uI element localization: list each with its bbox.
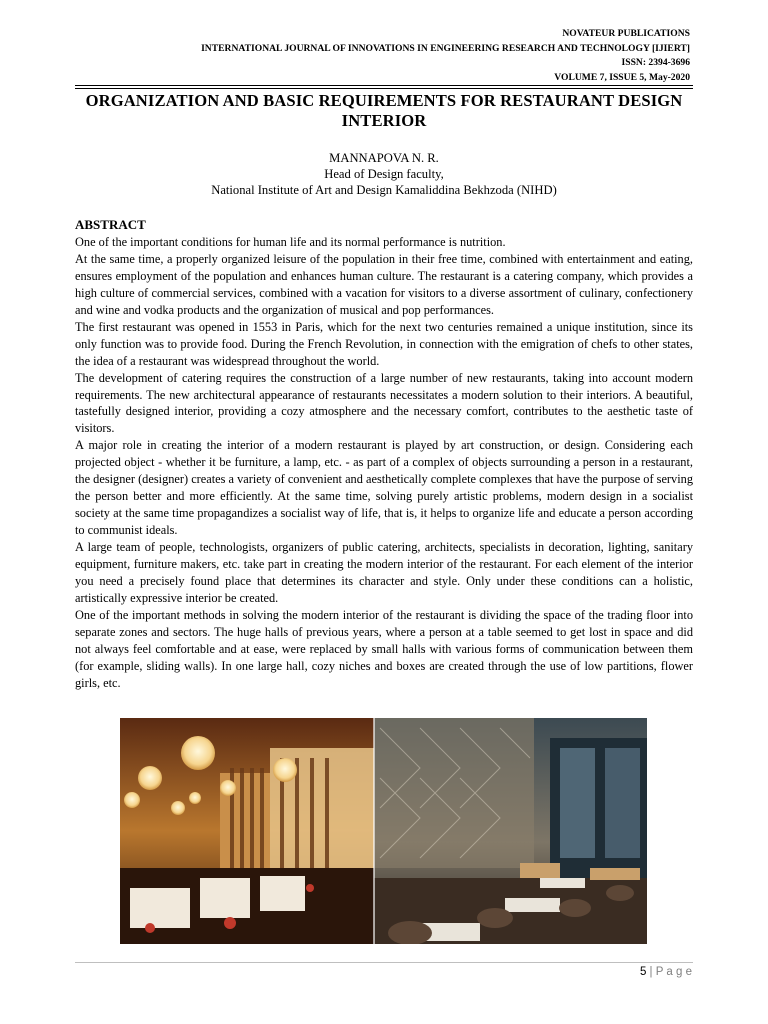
page-separator: |: [649, 966, 653, 978]
publisher-name: NOVATEUR PUBLICATIONS: [562, 28, 690, 39]
abstract-paragraph: A major role in creating the interior of a modern restaurant is played by art construction, or design. Considering each projected object - whether it be furniture, a lamp, etc. - as part of a complex of objects surrounding a person in a restaurant, the designer (designer) creates a variety of convenient and aesthetically complete complexes that have the purpose of serving the person better and more efficiently. At the same time, solving purely artistic problems, modern design in a socialist society at the same time propagandizes a socialist way of life, that is, it helps to organize life and educate a person according to communist ideals.: [75, 438, 693, 538]
journal-header: [50, 27, 690, 85]
restaurant-interior-photos: [120, 718, 647, 944]
issn: ISSN: 2394-3696: [621, 57, 690, 68]
abstract-paragraph: At the same time, a properly organized leisure of the population in their free time, combined with entertainment and eating, ensures employment of the population and enhances human culture. The restaurant is a catering company, which provides a high culture of commercial services, combined with a vacation for visitors to a diverse assortment of culinary, confectionery and wine and vodka products and the organization of musical and pop performances.: [75, 251, 693, 317]
left-photo: [120, 718, 374, 944]
page-label: P a g e: [655, 966, 692, 978]
abstract-heading: ABSTRACT: [75, 217, 146, 232]
abstract-paragraph: The development of catering requires the construction of a large number of new restaurants, taking into account modern requirements. The new architectural appearance of restaurants necessitates a modern solution to their interiors. A beautiful, tastefully designed interior, providing a cozy atmosphere and the necessary comfort, contributes to the aesthetic taste of visitors.: [75, 370, 693, 436]
page-footer: [620, 966, 692, 978]
header-rule-top: [75, 85, 693, 86]
abstract-paragraph: One of the important conditions for human life and its normal performance is nutrition.: [75, 234, 506, 249]
journal-name: INTERNATIONAL JOURNAL OF INNOVATIONS IN ENGINEERING RESEARCH AND TECHNOLOGY [IJIERT]: [201, 42, 690, 54]
footer-rule: [75, 962, 693, 963]
author-block: [75, 150, 693, 198]
page-number: 5: [639, 966, 647, 978]
header-rule-bottom: [75, 88, 693, 89]
volume-issue: VOLUME 7, ISSUE 5, May-2020: [554, 71, 690, 83]
abstract-paragraph: A large team of people, technologists, organizers of public catering, architects, specialists in decoration, lighting, sanitary equipment, furniture makers, etc. take part in creating the modern interior of the restaurant. For each element of the interior you need a precisely found place that determines its character and style. Only under these conditions can a holistic, artistically expressive interior be created.: [75, 540, 693, 605]
author-position: Head of Design faculty,: [324, 167, 444, 181]
abstract-section: [75, 217, 693, 692]
paper-title: ORGANIZATION AND BASIC REQUIREMENTS FOR RESTAURANT DESIGN INTERIOR: [85, 91, 683, 130]
abstract-paragraph: The first restaurant was opened in 1553 in Paris, which for the next two centuries remained a unique institution, since its only function was to provide food. During the French Revolution, in connection with the emigration of chefs to other states, the idea of a restaurant was widespread throughout the world.: [75, 319, 693, 368]
abstract-paragraph: One of the important methods in solving the modern interior of the restaurant is dividing the space of the trading floor into separate zones and sectors. The huge halls of previous years, where a person at a table seemed to get lost in space and did not always feel comfortable and at ease, were replaced by small halls with various forms of communication between them (for example, sliding walls). In one large hall, cozy niches and boxes are created through the use of low partitions, flower girls, etc.: [75, 607, 693, 690]
author-name: MANNAPOVA N. R.: [329, 151, 439, 165]
right-photo: [374, 718, 647, 944]
author-affiliation: National Institute of Art and Design Kamaliddina Bekhzoda (NIHD): [211, 183, 557, 197]
